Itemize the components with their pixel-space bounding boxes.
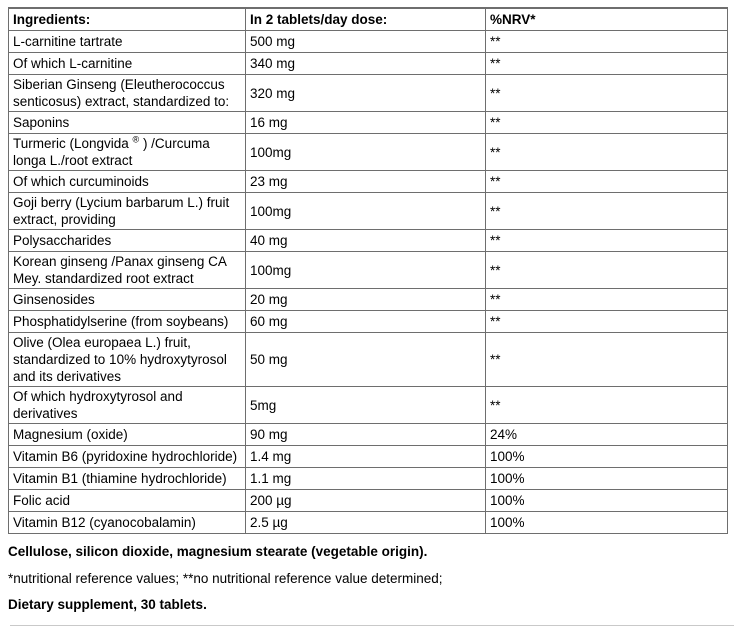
dose-cell: 23 mg — [246, 171, 486, 193]
ingredient-cell: Olive (Olea europaea L.) fruit, standardized to 10% hydroxytyrosol and its derivatives — [9, 333, 246, 387]
ingredient-cell: Vitamin B12 (cyanocobalamin) — [9, 512, 246, 534]
table-row — [9, 252, 728, 289]
ingredient-cell: Of which curcuminoids — [9, 171, 246, 193]
dose-cell: 100mg — [246, 134, 486, 171]
table-row — [9, 387, 728, 424]
nrv-cell: ** — [486, 311, 728, 333]
nrv-cell: ** — [486, 75, 728, 112]
column-header-nrv: %NRV* — [486, 8, 728, 31]
nrv-reference-note: *nutritional reference values; **no nutritional reference value determined; — [8, 571, 443, 586]
nrv-cell: ** — [486, 31, 728, 53]
nrv-cell: 100% — [486, 490, 728, 512]
nrv-cell: ** — [486, 134, 728, 171]
table-row — [9, 134, 728, 171]
ingredient-cell: Of which L-carnitine — [9, 53, 246, 75]
nrv-cell: ** — [486, 171, 728, 193]
column-header-ingredients: Ingredients: — [9, 8, 246, 31]
table-row — [9, 512, 728, 534]
nrv-cell: ** — [486, 112, 728, 134]
table-row — [9, 53, 728, 75]
ingredient-cell: L-carnitine tartrate — [9, 31, 246, 53]
dose-cell: 20 mg — [246, 289, 486, 311]
table-row — [9, 31, 728, 53]
nrv-cell: 24% — [486, 424, 728, 446]
ingredient-cell: Folic acid — [9, 490, 246, 512]
table-row — [9, 75, 728, 112]
ingredient-cell: Ginsenosides — [9, 289, 246, 311]
dose-cell: 5mg — [246, 387, 486, 424]
dose-cell: 40 mg — [246, 230, 486, 252]
table-row — [9, 468, 728, 490]
dose-cell: 90 mg — [246, 424, 486, 446]
dose-cell: 16 mg — [246, 112, 486, 134]
dose-cell: 100mg — [246, 252, 486, 289]
nrv-cell: ** — [486, 333, 728, 387]
table-row — [9, 333, 728, 387]
nrv-cell: 100% — [486, 512, 728, 534]
ingredient-cell: Phosphatidylserine (from soybeans) — [9, 311, 246, 333]
table-row — [9, 424, 728, 446]
dose-cell: 1.1 mg — [246, 468, 486, 490]
nrv-cell: ** — [486, 230, 728, 252]
table-row — [9, 171, 728, 193]
table-row — [9, 193, 728, 230]
nrv-cell: ** — [486, 289, 728, 311]
table-row — [9, 490, 728, 512]
dose-cell: 2.5 µg — [246, 512, 486, 534]
ingredients-table-body — [9, 31, 728, 534]
dose-cell: 1.4 mg — [246, 446, 486, 468]
ingredient-cell: Of which hydroxytyrosol and derivatives — [9, 387, 246, 424]
dose-cell: 200 µg — [246, 490, 486, 512]
dose-cell: 50 mg — [246, 333, 486, 387]
table-row — [9, 112, 728, 134]
column-header-dose: In 2 tablets/day dose: — [246, 8, 486, 31]
nrv-cell: ** — [486, 252, 728, 289]
ingredients-table — [8, 7, 728, 534]
table-header-row — [9, 8, 728, 31]
dose-cell: 320 mg — [246, 75, 486, 112]
table-row — [9, 446, 728, 468]
ingredient-cell: Saponins — [9, 112, 246, 134]
ingredient-cell: Vitamin B6 (pyridoxine hydrochloride) — [9, 446, 246, 468]
ingredient-cell: Turmeric (Longvida ® ) /Curcuma longa L./root extract — [9, 134, 246, 171]
ingredient-cell: Vitamin B1 (thiamine hydrochloride) — [9, 468, 246, 490]
excipients-note: Cellulose, silicon dioxide, magnesium stearate (vegetable origin). — [8, 544, 428, 559]
footer-notes — [8, 544, 736, 626]
nrv-cell: ** — [486, 53, 728, 75]
supplement-count-note: Dietary supplement, 30 tablets. — [8, 597, 207, 612]
table-row — [9, 311, 728, 333]
ingredient-cell: Korean ginseng /Panax ginseng CA Mey. standardized root extract — [9, 252, 246, 289]
nrv-cell: 100% — [486, 468, 728, 490]
table-row — [9, 230, 728, 252]
dose-cell: 340 mg — [246, 53, 486, 75]
ingredient-cell: Magnesium (oxide) — [9, 424, 246, 446]
nrv-cell: 100% — [486, 446, 728, 468]
nrv-cell: ** — [486, 193, 728, 230]
dose-cell: 60 mg — [246, 311, 486, 333]
dose-cell: 500 mg — [246, 31, 486, 53]
supplement-facts-page — [0, 7, 736, 612]
nrv-cell: ** — [486, 387, 728, 424]
dose-cell: 100mg — [246, 193, 486, 230]
table-row — [9, 289, 728, 311]
ingredient-cell: Polysaccharides — [9, 230, 246, 252]
ingredient-cell: Siberian Ginseng (Eleutherococcus senticosus) extract, standardized to: — [9, 75, 246, 112]
ingredient-cell: Goji berry (Lycium barbarum L.) fruit extract, providing — [9, 193, 246, 230]
